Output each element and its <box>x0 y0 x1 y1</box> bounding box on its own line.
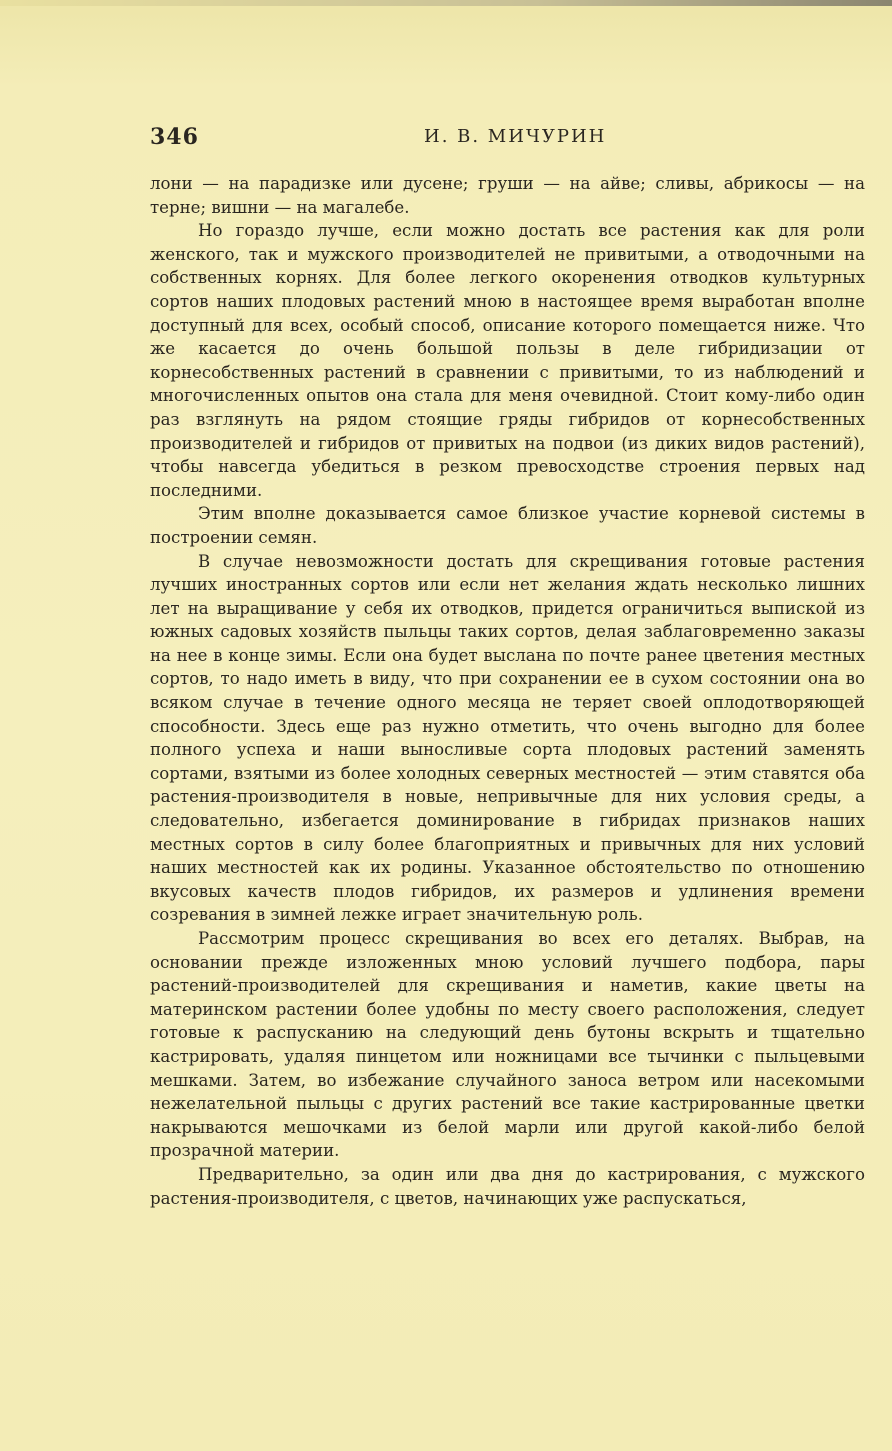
running-head: И. В. МИЧУРИН <box>424 126 607 147</box>
paragraph: Рассмотрим процесс скрещивания во всех его деталях. Выбрав, на основании прежде изложенных мною условий лучшего подбора, пары растений-производителей для скрещивания и наметив, какие цветы на материнском растении более удобны по месту своего расположения, следует готовые к распусканию на следующий день бутоны вскрыть и тщательно кастрировать, удаляя пинцетом или ножницами все тычинки с пыльцевыми мешками. Затем, во избежание случайного заноса ветром или насекомыми нежелательной пыльцы с других растений все такие кастрированные цветки накрываются мешочками из белой марли или другой какой-либо белой прозрачной материи. <box>150 929 865 1161</box>
page-number: 346 <box>150 124 199 150</box>
paragraph: лони — на парадизке или дусене; груши — на айве; сливы, абрикосы — на терне; вишни — на магалебе. <box>150 174 865 217</box>
paragraph: В случае невозможности достать для скрещивания готовые растения лучших иностранных сортов или если нет желания ждать несколько лишних лет на выращивание у себя их отводков, придется ограничиться выпиской из южных садовых хозяйств пыльцы таких сортов, делая заблаговременно заказы на нее в конце зимы. Если она будет выслана по почте ранее цветения местных сортов, то надо иметь в виду, что при сохранении ее в сухом состоянии она во всяком случае в течение одного месяца не теряет своей оплодотворяющей способности. Здесь еще раз нужно отметить, что очень выгодно для более полного успеха и наши выносливые сорта плодовых растений заменять сортами, взятыми из более холодных северных местностей — этим ставятся оба растения-производителя в новые, непривычные для них условия среды, а следовательно, избегается доминирование в гибридах признаков наших местных сортов в силу более благоприятных и привычных для них условий наших местностей как их родины. Указанное обстоятельство по отношению вкусовых качеств плодов гибридов, их размеров и удлинения времени созревания в зимней лежке играет значительную роль. <box>150 551 865 925</box>
page-top-edge <box>0 0 892 6</box>
paragraph: Этим вполне доказывается самое близкое участие корневой системы в построении семян. <box>150 504 865 547</box>
body-text <box>150 172 865 1210</box>
paragraph: Но гораздо лучше, если можно достать все растения как для роли женского, так и мужского производителей не привитыми, а отводочными на собственных корнях. Для более легкого окоренения отводков культурных сортов наших плодовых растений мною в настоящее время выработан вполне доступный для всех, особый способ, описание которого помещается ниже. Что же касается до очень большой пользы в деле гибридизации от корнесобственных растений в сравнении с привитыми, то из наблюдений и многочисленных опытов она стала для меня очевидной. Стоит кому-либо один раз взглянуть на рядом стоящие гряды гибридов от корнесобственных производителей и гибридов от привитых на подвои (из диких видов растений), чтобы навсегда убедиться в резком превосходстве строения первых над последними. <box>150 221 865 500</box>
page-header <box>150 120 865 150</box>
paragraph: Предварительно, за один или два дня до кастрирования, с мужского растения-производителя, с цветов, начинающих уже распускаться, <box>150 1164 865 1208</box>
